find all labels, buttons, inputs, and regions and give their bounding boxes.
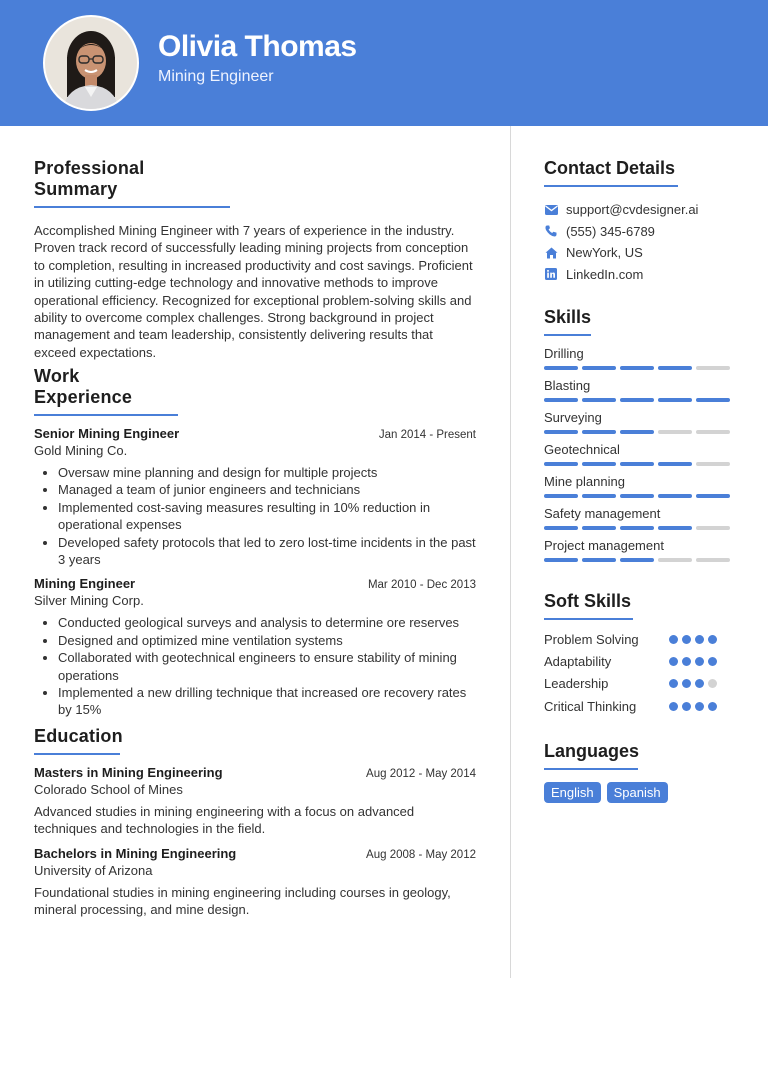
job-company: Gold Mining Co. (34, 443, 128, 458)
degree-description: Foundational studies in mining engineering including courses in geology, mineral processing, and mine design. (34, 884, 451, 918)
linkedin-icon (544, 267, 558, 281)
skill-segment-empty (658, 430, 692, 434)
soft-skill-rating (669, 702, 719, 711)
soft-skill-item (544, 650, 734, 672)
skill-segment-empty (696, 430, 730, 434)
skill-item (544, 346, 734, 378)
rating-dot-filled (682, 679, 691, 688)
skill-segment-empty (696, 526, 730, 530)
skill-name: Safety management (544, 506, 661, 521)
rating-dot-filled (682, 657, 691, 666)
job-bullet: • Collaborated with geotechnical engineers to ensure stability of mining operations (58, 649, 476, 684)
degree-description: Advanced studies in mining engineering with a focus on advanced techniques and technologies in the field. (34, 804, 415, 837)
contact-email[interactable] (544, 199, 734, 221)
job-bullet: • Designed and optimized mine ventilation systems (58, 632, 476, 649)
avatar (43, 15, 139, 111)
soft-skills-section (544, 591, 734, 717)
skill-item (544, 378, 734, 410)
skill-segment-empty (696, 366, 730, 370)
skill-item (544, 410, 734, 442)
skill-segment-filled (582, 430, 616, 434)
job-date: Mar 2010 - Dec 2013 (367, 579, 476, 592)
skill-segment-filled (544, 494, 578, 498)
language-badge: Spanish (607, 782, 668, 803)
summary-section (34, 158, 476, 361)
soft-skill-item (544, 695, 734, 717)
education-title: Education (34, 726, 120, 755)
rating-dot-filled (669, 702, 678, 711)
skill-segment-filled (620, 526, 654, 530)
rating-dot-filled (708, 702, 717, 711)
contact-phone[interactable] (544, 221, 734, 243)
skill-segment-filled (582, 526, 616, 530)
degree-title: Masters in Mining Engineering (34, 765, 223, 780)
soft-skills-list (544, 628, 734, 717)
skill-segment-filled (620, 494, 654, 498)
skill-segment-filled (620, 398, 654, 402)
home-icon (544, 246, 558, 260)
skill-level-bar (544, 462, 734, 466)
languages-section (544, 741, 734, 803)
skill-segment-filled (620, 366, 654, 370)
summary-title: Professional Summary (34, 158, 230, 208)
soft-skills-title: Soft Skills (544, 591, 633, 620)
rating-dot-filled (708, 635, 717, 644)
job-bullet: • Conducted geological surveys and analysis to determine ore reserves (58, 614, 476, 631)
job-title: Mining Engineer (34, 576, 136, 592)
skill-name: Drilling (544, 346, 584, 361)
language-badge: English (544, 782, 601, 803)
languages-title: Languages (544, 741, 638, 770)
contact-location-text: NewYork, US (566, 245, 643, 261)
skill-level-bar (544, 526, 734, 530)
rating-dot-filled (669, 635, 678, 644)
skill-segment-filled (582, 366, 616, 370)
soft-skill-name: Leadership (544, 676, 609, 692)
soft-skill-rating (669, 657, 719, 666)
column-divider (510, 126, 511, 978)
summary-text: Accomplished Mining Engineer with 7 years of experience in the industry. Proven track record of successfully leading mining projects from conception to completion, resulting in increased productivity and cost savings. Proficient in utilizing cutting-edge technology and innovative methods to improve operational efficiency. Recognized for exceptional problem-solving skills and ability to overcome complex challenges. Strong background in project management and team leadership, consistently delivering results that exceed expectations. (34, 223, 473, 360)
skill-segment-filled (658, 526, 692, 530)
rating-dot-filled (669, 679, 678, 688)
contact-location (544, 242, 734, 264)
header-banner (0, 0, 768, 126)
school-name: University of Arizona (34, 862, 153, 878)
rating-dot-filled (669, 657, 678, 666)
skill-segment-empty (696, 558, 730, 562)
rating-dot-filled (682, 635, 691, 644)
skill-segment-filled (658, 366, 692, 370)
skill-segment-filled (544, 462, 578, 466)
skill-segment-filled (620, 462, 654, 466)
skill-segment-filled (582, 462, 616, 466)
skill-item (544, 506, 734, 538)
skill-segment-filled (696, 494, 730, 498)
contact-email-text: support@cvdesigner.ai (566, 202, 699, 218)
skill-segment-filled (544, 398, 578, 402)
skill-segment-empty (658, 558, 692, 562)
rating-dot-filled (695, 635, 704, 644)
job-bullet: • Implemented a new drilling technique that increased ore recovery rates by 15% (58, 684, 476, 719)
skill-level-bar (544, 430, 734, 434)
skill-name: Blasting (544, 378, 591, 393)
soft-skill-name: Adaptability (544, 653, 612, 669)
skill-name: Surveying (544, 410, 602, 425)
contact-phone-text: (555) 345-6789 (566, 223, 655, 239)
skill-segment-filled (582, 494, 616, 498)
skill-segment-filled (582, 558, 616, 562)
contact-section (544, 158, 734, 285)
skill-segment-empty (696, 462, 730, 466)
job-date: Jan 2014 - Present (378, 429, 476, 441)
envelope-icon (544, 203, 558, 217)
job-title: Senior Mining Engineer (34, 426, 180, 441)
skill-segment-filled (544, 430, 578, 434)
skill-segment-filled (620, 430, 654, 434)
skill-segment-filled (582, 398, 616, 402)
skill-level-bar (544, 398, 734, 402)
work-title: Work Experience (34, 366, 178, 416)
skill-name: Mine planning (544, 474, 625, 489)
soft-skill-item (544, 673, 734, 695)
soft-skill-rating (669, 679, 719, 688)
skill-name: Project management (544, 538, 664, 553)
rating-dot-filled (695, 657, 704, 666)
contact-linkedin[interactable] (544, 264, 734, 286)
skill-segment-filled (658, 398, 692, 402)
education-section (34, 726, 476, 919)
soft-skill-item (544, 628, 734, 650)
skill-item (544, 442, 734, 474)
skill-segment-filled (544, 526, 578, 530)
job-entry (34, 426, 476, 568)
contact-title: Contact Details (544, 158, 678, 187)
education-entry (34, 846, 476, 919)
job-bullet: • Managed a team of junior engineers and technicians (58, 481, 476, 498)
skills-list (544, 346, 734, 570)
skill-segment-filled (696, 398, 730, 402)
rating-dot-filled (682, 702, 691, 711)
skill-item (544, 538, 734, 570)
work-section (34, 366, 476, 719)
job-bullet: • Oversaw mine planning and design for multiple projects (58, 464, 476, 481)
soft-skill-rating (669, 635, 719, 644)
education-entry (34, 765, 476, 838)
rating-dot-filled (695, 702, 704, 711)
candidate-name: Olivia Thomas (158, 30, 357, 63)
skill-segment-filled (544, 558, 578, 562)
rating-dot-filled (708, 657, 717, 666)
skill-level-bar (544, 366, 734, 370)
candidate-role: Mining Engineer (158, 68, 274, 85)
job-entry (34, 576, 476, 718)
job-bullet: • Implemented cost-saving measures resulting in 10% reduction in operational expenses (58, 499, 476, 534)
phone-icon (544, 224, 558, 238)
skills-title: Skills (544, 307, 591, 336)
degree-title: Bachelors in Mining Engineering (34, 845, 237, 861)
profile-photo (45, 17, 137, 109)
skill-segment-filled (620, 558, 654, 562)
languages-list (544, 782, 734, 803)
rating-dot-filled (695, 679, 704, 688)
skill-segment-filled (658, 494, 692, 498)
degree-date: Aug 2012 - May 2014 (366, 768, 476, 780)
skills-section (544, 307, 734, 570)
skill-level-bar (544, 558, 734, 562)
soft-skill-name: Problem Solving (544, 631, 639, 647)
school-name: Colorado School of Mines (34, 782, 183, 797)
degree-date: Aug 2008 - May 2012 (366, 848, 476, 861)
rating-dot-empty (708, 679, 717, 688)
job-bullet: • Developed safety protocols that led to zero lost-time incidents in the past 3 years (58, 534, 476, 569)
job-bullets (34, 464, 476, 568)
skill-level-bar (544, 494, 734, 498)
skill-name: Geotechnical (544, 442, 620, 457)
job-company: Silver Mining Corp. (34, 593, 144, 609)
skill-item (544, 474, 734, 506)
skill-segment-filled (544, 366, 578, 370)
soft-skill-name: Critical Thinking (544, 698, 637, 714)
job-bullets (34, 614, 476, 718)
contact-linkedin-text: LinkedIn.com (566, 266, 644, 282)
skill-segment-filled (658, 462, 692, 466)
